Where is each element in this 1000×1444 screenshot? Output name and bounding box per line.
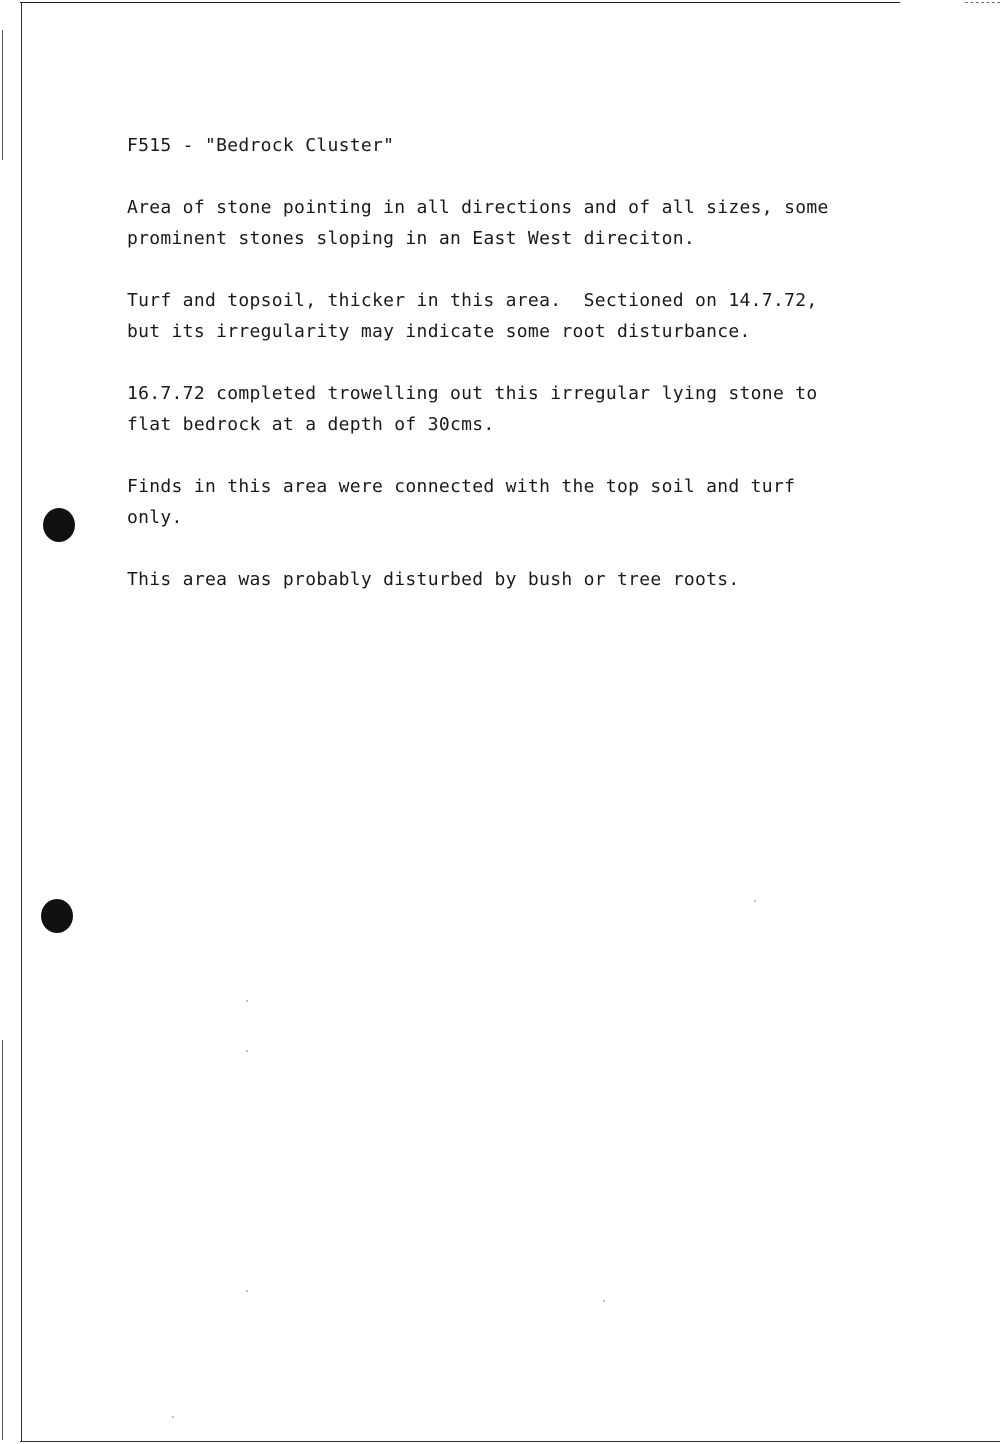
scan-speck <box>246 1000 248 1002</box>
page-edge-bottom <box>20 1441 1000 1442</box>
document-body <box>127 131 907 628</box>
scan-speck <box>754 900 756 902</box>
punch-hole-bottom <box>41 899 73 933</box>
page-edge-top-right <box>965 2 1000 3</box>
document-heading: F515 - "Bedrock Cluster" <box>127 135 395 156</box>
page-edge-left-outer <box>2 30 3 160</box>
paragraph-turf-topsoil <box>127 286 907 347</box>
scan-speck <box>603 1300 605 1302</box>
paragraph-line: 16.7.72 completed trowelling out this irregular lying stone to <box>127 383 818 404</box>
paragraph-line: flat bedrock at a depth of 30cms. <box>127 413 495 435</box>
page-edge-top <box>20 2 900 3</box>
paragraph-disturbance <box>127 565 907 596</box>
paragraph-trowelling <box>127 379 907 440</box>
paragraph-line: This area was probably disturbed by bush or tree roots. <box>127 569 740 590</box>
scan-speck <box>172 1416 174 1418</box>
scan-speck <box>246 1290 248 1292</box>
paragraph-line: Turf and topsoil, thicker in this area. Sectioned on 14.7.72, <box>127 290 818 311</box>
punch-hole-top <box>43 508 75 542</box>
scan-speck <box>246 1050 248 1052</box>
paragraph-stone-description <box>127 193 907 254</box>
paragraph-line: prominent stones sloping in an East West direciton. <box>127 227 695 249</box>
paragraph-line: Finds in this area were connected with the top soil and turf <box>127 476 796 497</box>
page-edge-left-outer-lower <box>2 1040 3 1440</box>
paragraph-line: but its irregularity may indicate some root disturbance. <box>127 320 751 342</box>
paragraph-line: only. <box>127 506 183 528</box>
page-edge-left <box>21 2 22 1442</box>
paragraph-finds <box>127 472 907 533</box>
paragraph-line: Area of stone pointing in all directions and of all sizes, some <box>127 197 829 218</box>
